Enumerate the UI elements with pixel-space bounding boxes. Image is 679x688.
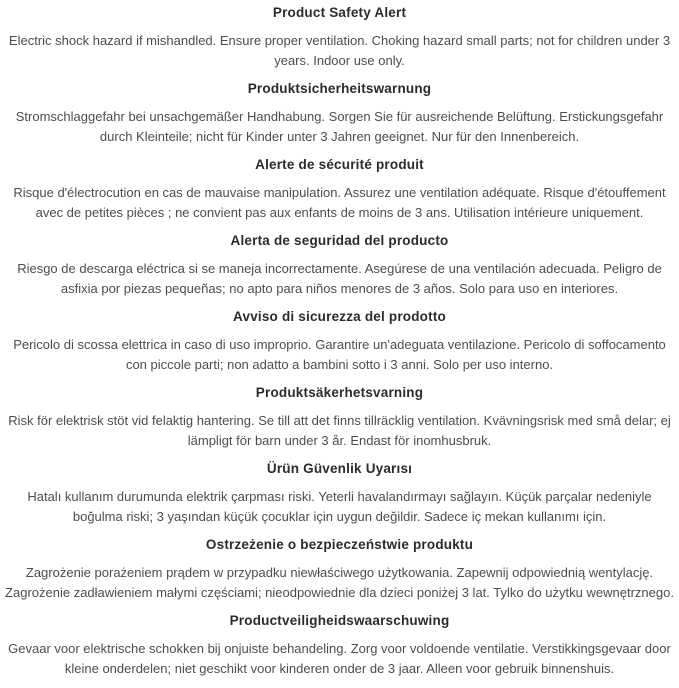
section-body-pl: Zagrożenie porażeniem prądem w przypadku niewłaściwego użytkowania. Zapewnij odpowiednią wentylację. Zagrożenie zadławieniem małymi częściami; nieodpowiednie dla dzieci poniżej 3 lat. Tylko do użytku wewnętrznego. — [5, 565, 674, 600]
section-heading-pl: Ostrzeżenie o bezpieczeństwie produktu — [205, 537, 474, 552]
section-heading-es: Alerta de seguridad del producto — [230, 233, 449, 248]
section-nl — [3, 613, 676, 678]
section-sv — [3, 385, 676, 450]
section-body-fr: Risque d'électrocution en cas de mauvaise manipulation. Assurez une ventilation adéquate. Risque d'étouffement avec de petites pièces ; ne convient pas aux enfants de moins de 3 ans. Utilisation intérieure uniquement. — [13, 185, 666, 220]
section-heading-fr: Alerte de sécurité produit — [255, 157, 424, 172]
section-de — [3, 81, 676, 146]
section-body-es: Riesgo de descarga eléctrica si se maneja incorrectamente. Asegúrese de una ventilación adecuada. Peligro de asfixia por piezas pequeñas; no apto para niños menores de 3 años. Solo para uso en interiores. — [17, 261, 662, 296]
section-body-nl: Gevaar voor elektrische schokken bij onjuiste behandeling. Zorg voor voldoende ventilatie. Verstikkingsgevaar door kleine onderdelen; niet geschikt voor kinderen onder de 3 jaar. Alleen voor gebruik binnenshuis. — [8, 641, 671, 676]
section-fr — [3, 157, 676, 222]
section-en — [3, 5, 676, 70]
section-body-tr: Hatalı kullanım durumunda elektrik çarpması riski. Yeterli havalandırmayı sağlayın. Küçük parçalar nedeniyle boğulma riski; 3 yaşından küçük çocuklar için uygun değildir. Sadece iç mekan kullanımı için. — [27, 489, 652, 524]
section-pl — [3, 537, 676, 602]
section-heading-sv: Produktsäkerhetsvarning — [255, 385, 424, 400]
section-heading-en: Product Safety Alert — [272, 5, 407, 20]
section-heading-it: Avviso di sicurezza del prodotto — [233, 309, 446, 324]
section-body-de: Stromschlaggefahr bei unsachgemäßer Handhabung. Sorgen Sie für ausreichende Belüftung. Erstickungsgefahr durch Kleinteile; nicht für Kinder unter 3 Jahren geeignet. Nur für den Innenbereich. — [15, 109, 664, 144]
section-heading-de: Produktsicherheitswarnung — [247, 81, 432, 96]
section-es — [3, 233, 676, 298]
section-body-en: Electric shock hazard if mishandled. Ensure proper ventilation. Choking hazard small parts; not for children under 3 years. Indoor use only. — [8, 33, 671, 68]
section-heading-nl: Productveiligheidswaarschuwing — [229, 613, 450, 628]
section-heading-tr: Ürün Güvenlik Uyarısı — [266, 461, 413, 476]
section-body-it: Pericolo di scossa elettrica in caso di uso improprio. Garantire un'adeguata ventilazione. Pericolo di soffocamento con piccole parti; non adatto a bambini sotto i 3 anni. Solo per uso interno. — [13, 337, 666, 372]
section-tr — [3, 461, 676, 526]
section-it — [3, 309, 676, 374]
section-body-sv: Risk för elektrisk stöt vid felaktig hantering. Se till att det finns tillräcklig ventilation. Kvävningsrisk med små delar; ej lämpligt för barn under 3 år. Endast för inomhusbruk. — [8, 413, 671, 448]
